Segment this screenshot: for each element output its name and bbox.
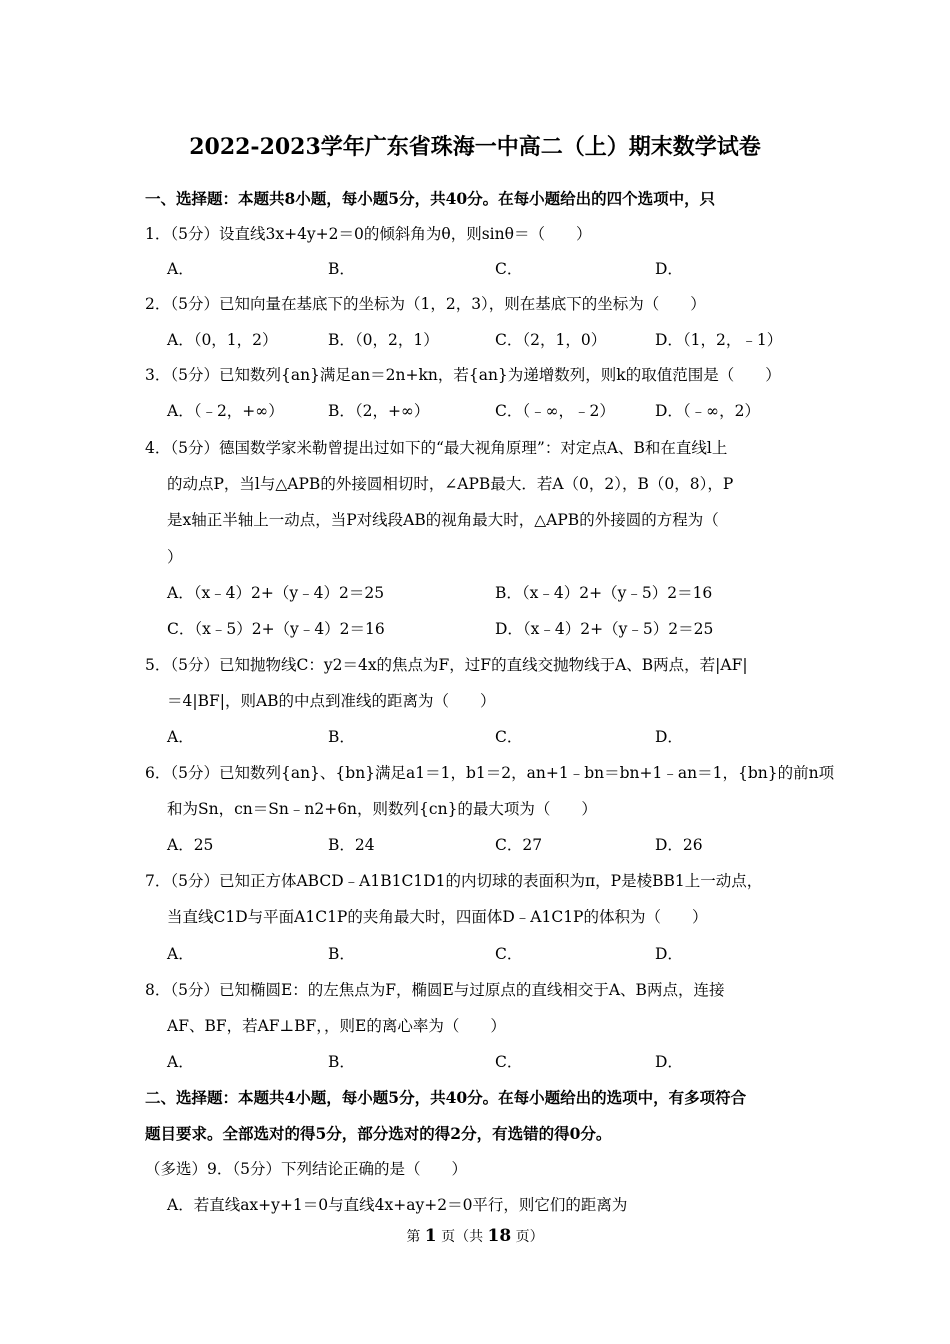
question-4-option-b: B．（x﹣4）2+（y﹣5）2＝16 (495, 584, 713, 602)
question-4-line-4: ） (167, 548, 183, 566)
question-2-option-c: C．（2，1，0） (495, 331, 607, 349)
question-1-option-d: D． (655, 260, 683, 278)
question-7-line-2: 当直线C1D与平面A1C1P的夹角最大时，四面体D﹣A1C1P的体积为（ ） (167, 908, 708, 926)
footer-page-number: 1 (424, 1226, 437, 1246)
question-4-option-a: A．（x﹣4）2+（y﹣4）2＝25 (167, 584, 385, 602)
question-7-line-1: 7．（5分）已知正方体ABCD﹣A1B1C1D1的内切球的表面积为π，P是棱BB1上一动点， (145, 872, 763, 890)
question-4-line-1: 4．（5分）德国数学家米勒曾提出过如下的“最大视角原理”：对定点A、B和在直线l上 (145, 439, 728, 457)
question-6-line-2: 和为Sn，cn＝Sn﹣n2+6n，则数列{cn}的最大项为（ ） (167, 800, 597, 818)
question-4-option-c: C．（x﹣5）2+（y﹣4）2＝16 (167, 620, 385, 638)
question-7-option-d: D． (655, 945, 683, 963)
question-6-option-c: C．27 (495, 836, 543, 854)
section1-heading: 一、选择题：本题共8小题，每小题5分，共40分。在每小题给出的四个选项中，只 (145, 189, 716, 208)
question-2-option-b: B．（0，2，1） (328, 331, 439, 349)
question-5-line-1: 5．（5分）已知抛物线C：y2＝4x的焦点为F，过F的直线交抛物线于A、B两点，若|AF| (145, 656, 748, 674)
question-5-option-c: C． (495, 728, 523, 746)
question-3-line-1: 3．（5分）已知数列{an}满足an＝2n+kn，若{an}为递增数列，则k的取值范围是（ ） (145, 366, 781, 384)
question-4-option-d: D．（x﹣4）2+（y﹣5）2＝25 (495, 620, 714, 638)
question-3-option-c: C．（﹣∞，﹣2） (495, 402, 615, 420)
section2-heading-line-2: 题目要求。全部选对的得5分，部分选对的得2分，有选错的得0分。 (145, 1124, 612, 1143)
question-5-option-b: B． (328, 728, 355, 746)
footer-suffix: 页） (515, 1229, 544, 1245)
question-1-option-a: A． (167, 260, 194, 278)
question-3-option-a: A．（﹣2，+∞） (167, 402, 284, 420)
footer-prefix: 第 (406, 1229, 421, 1245)
question-7-option-c: C． (495, 945, 523, 963)
question-5-option-d: D． (655, 728, 683, 746)
question-4-line-2: 的动点P，当l与△APB的外接圆相切时，∠APB最大．若A（0，2），B（0，8），P (167, 475, 734, 493)
question-5-line-2: ＝4|BF|，则AB的中点到准线的距离为（ ） (167, 692, 496, 710)
question-9-option-a: A．若直线ax+y+1＝0与直线4x+ay+2＝0平行，则它们的距离为 (167, 1196, 628, 1214)
question-1-line-1: 1．（5分）设直线3x+4y+2＝0的倾斜角为θ，则sinθ＝（ ） (145, 225, 592, 243)
question-3-option-b: B．（2，+∞） (328, 402, 430, 420)
question-7-option-b: B． (328, 945, 355, 963)
question-6-option-b: B．24 (328, 836, 375, 854)
section2-heading-line-1: 二、选择题：本题共4小题，每小题5分，共40分。在每小题给出的选项中，有多项符合 (145, 1088, 747, 1107)
footer-total-pages: 18 (487, 1226, 512, 1246)
page-footer (0, 1226, 950, 1246)
question-8-option-a: A． (167, 1053, 194, 1071)
question-8-option-c: C． (495, 1053, 523, 1071)
question-8-option-b: B． (328, 1053, 355, 1071)
question-8-line-1: 8．（5分）已知椭圆E：的左焦点为F，椭圆E与过原点的直线相交于A、B两点，连接 (145, 981, 725, 999)
question-8-option-d: D． (655, 1053, 683, 1071)
question-8-line-2: AF、BF，若AF⊥BF，，则E的离心率为（ ） (167, 1017, 506, 1035)
question-5-option-a: A． (167, 728, 194, 746)
question-6-option-d: D．26 (655, 836, 703, 854)
question-1-option-c: C． (495, 260, 523, 278)
question-9-line: （多选）9．（5分）下列结论正确的是（ ） (145, 1160, 467, 1178)
footer-middle: 页（共 (441, 1229, 484, 1245)
exam-title: 2022-2023学年广东省珠海一中高二（上）期末数学试卷 (189, 134, 761, 160)
question-4-line-3: 是x轴正半轴上一动点，当P对线段AB的视角最大时，△APB的外接圆的方程为（ (167, 511, 719, 529)
question-6-option-a: A．25 (167, 836, 214, 854)
question-2-option-d: D．（1，2，﹣1） (655, 331, 783, 349)
question-6-line-1: 6．（5分）已知数列{an}、{bn}满足a1＝1，b1＝2，an+1﹣bn＝bn+1﹣an＝1，{bn}的前n项 (145, 764, 835, 782)
question-2-option-a: A．（0，1，2） (167, 331, 278, 349)
question-1-option-b: B． (328, 260, 355, 278)
question-7-option-a: A． (167, 945, 194, 963)
question-2-line-1: 2．（5分）已知向量在基底下的坐标为（1，2，3），则在基底下的坐标为（ ） (145, 295, 706, 313)
question-3-option-d: D．（﹣∞，2） (655, 402, 760, 420)
